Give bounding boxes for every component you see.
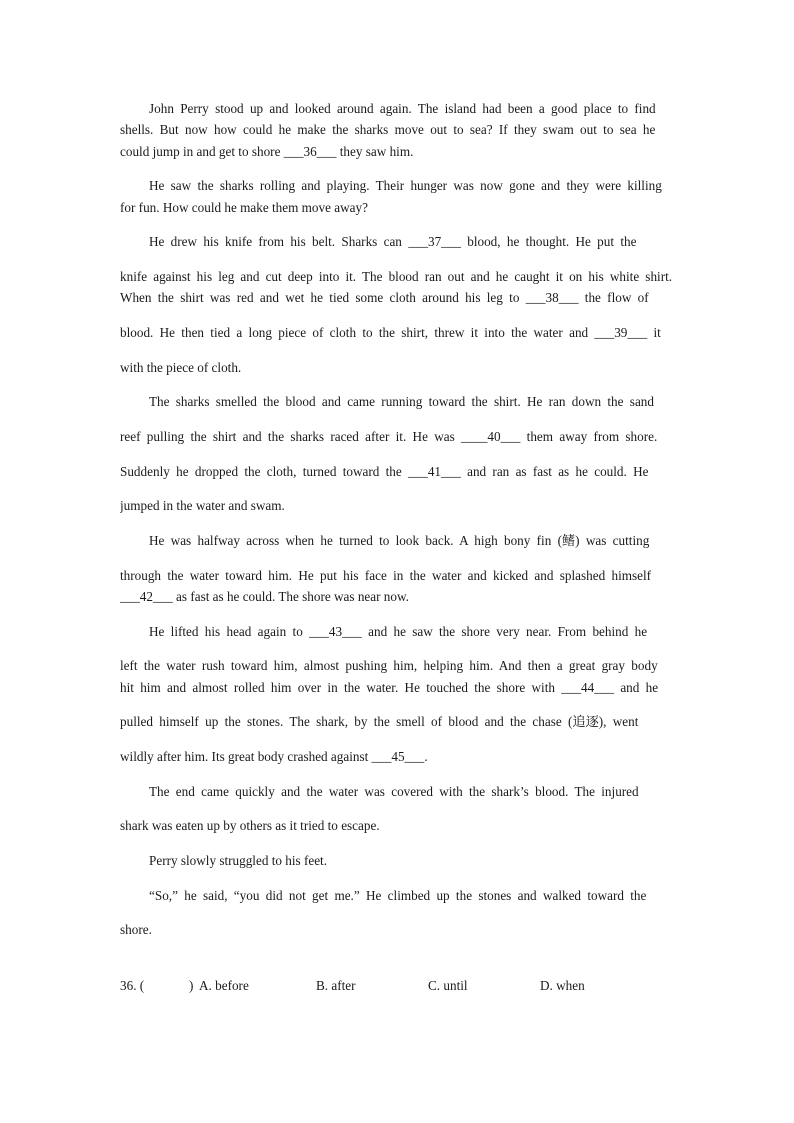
option-a: A. before: [199, 978, 249, 993]
text-line: The sharks smelled the blood and came running toward the shirt. He ran down the sand: [149, 394, 654, 409]
text-line: ___42___ as fast as he could. The shore was near now.: [120, 589, 409, 604]
text-line: shore.: [120, 922, 152, 937]
text-line: wildly after him. Its great body crashed against ___45___.: [120, 749, 428, 764]
text-line: reef pulling the shirt and the sharks raced after it. He was ____40___ them away from shore.: [120, 429, 658, 444]
text-line: shells. But now how could he make the sharks move out to sea? If they swam out to sea he: [120, 122, 656, 137]
text-line: shark was eaten up by others as it tried to escape.: [120, 818, 380, 833]
option-c: C. until: [428, 978, 468, 993]
text-line: blood. He then tied a long piece of cloth to the shirt, threw it into the water and ___39___ it: [120, 325, 661, 340]
option-d: D. when: [540, 978, 585, 993]
text-line: left the water rush toward him, almost pushing him, helping him. And then a great gray body: [120, 658, 658, 673]
answer-bracket-close: ): [189, 978, 194, 993]
text-line: with the piece of cloth.: [120, 360, 242, 375]
text-line: When the shirt was red and wet he tied some cloth around his leg to ___38___ the flow of: [120, 290, 649, 305]
text-line: for fun. How could he make them move away?: [120, 200, 368, 215]
text-line: “So,” he said, “you did not get me.” He climbed up the stones and walked toward the: [149, 888, 647, 903]
option-b: B. after: [316, 978, 356, 993]
text-line: pulled himself up the stones. The shark, by the smell of blood and the chase (追逐), went: [120, 714, 639, 729]
text-line: hit him and almost rolled him over in the water. He touched the shore with ___44___ and he: [120, 680, 659, 695]
text-line: could jump in and get to shore ___36___ they saw him.: [120, 144, 414, 159]
text-line: He lifted his head again to ___43___ and he saw the shore very near. From behind he: [149, 624, 648, 639]
text-line: knife against his leg and cut deep into it. The blood ran out and he caught it on his white shirt.: [120, 269, 672, 284]
text-line: The end came quickly and the water was covered with the shark’s blood. The injured: [149, 784, 639, 799]
text-line: through the water toward him. He put his face in the water and kicked and splashed himself: [120, 568, 652, 583]
text-line: jumped in the water and swam.: [120, 498, 285, 513]
text-line: Suddenly he dropped the cloth, turned toward the ___41___ and ran as fast as he could. He: [120, 464, 649, 479]
text-line: He was halfway across when he turned to look back. A high bony fin (鳍) was cutting: [149, 533, 650, 548]
text-line: He drew his knife from his belt. Sharks can ___37___ blood, he thought. He put the: [149, 234, 637, 249]
text-line: He saw the sharks rolling and playing. Their hunger was now gone and they were killing: [149, 178, 662, 193]
question-number: 36. (: [120, 978, 145, 993]
text-line: John Perry stood up and looked around again. The island had been a good place to find: [149, 101, 656, 116]
text-line: Perry slowly struggled to his feet.: [149, 853, 328, 868]
